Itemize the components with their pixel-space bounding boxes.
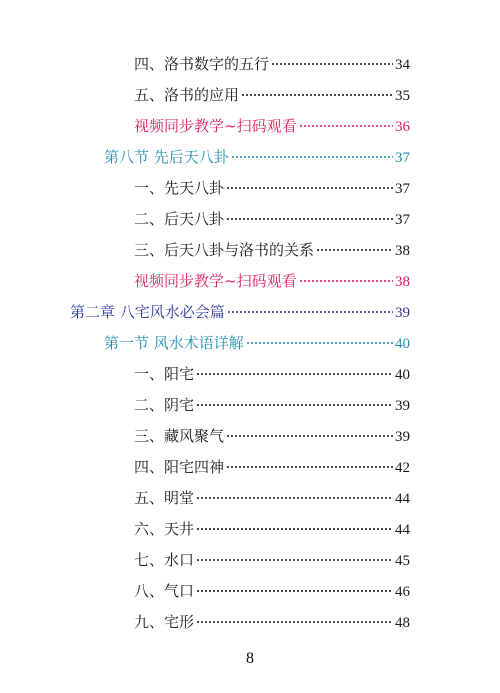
- dot-leader: [196, 589, 393, 593]
- toc-section: [104, 333, 410, 354]
- toc-entry-label: 第一节 风水术语详解: [104, 334, 244, 352]
- toc-entry-label: 八、气口: [134, 582, 195, 600]
- dot-leader: [316, 248, 393, 252]
- toc-entry: [134, 178, 410, 199]
- dot-leader: [196, 496, 393, 500]
- toc-entry-label: 七、水口: [134, 551, 195, 569]
- toc-entry-label: 视频同步教学~扫码观看: [134, 117, 297, 135]
- toc-entry-label: 六、天井: [134, 520, 195, 538]
- dot-leader: [271, 62, 393, 66]
- toc-entry-label: 三、后天八卦与洛书的关系: [134, 241, 315, 259]
- toc-entry-page: 35: [395, 88, 410, 104]
- toc-entry-page: 48: [395, 615, 410, 631]
- toc-entry: [134, 364, 410, 385]
- toc-entry-label: 第八节 先后天八卦: [104, 148, 229, 166]
- toc-entry-page: 40: [395, 336, 410, 352]
- toc-entry-label: 二、后天八卦: [134, 210, 225, 228]
- toc-entry: [134, 550, 410, 571]
- toc-entry-page: 42: [395, 460, 410, 476]
- dot-leader: [246, 341, 393, 345]
- toc-entry-label: 二、阴宅: [134, 396, 195, 414]
- toc-entry-page: 39: [395, 305, 410, 321]
- dot-leader: [227, 310, 393, 314]
- dot-leader: [231, 155, 393, 159]
- toc-entry: [134, 54, 410, 75]
- dot-leader: [241, 93, 393, 97]
- dot-leader: [299, 279, 393, 283]
- toc-section: [104, 147, 410, 168]
- dot-leader: [226, 217, 393, 221]
- toc-entry-page: 40: [395, 367, 410, 383]
- dot-leader: [226, 465, 393, 469]
- toc-entry-label: 四、阳宅四神: [134, 458, 225, 476]
- toc-entry-page: 37: [395, 181, 410, 197]
- toc-entry-label: 五、洛书的应用: [134, 86, 240, 104]
- toc-entry: [134, 240, 410, 261]
- toc-entry-label: 一、先天八卦: [134, 179, 225, 197]
- toc-entry-page: 36: [395, 119, 410, 135]
- toc-entry-page: 34: [395, 57, 410, 73]
- toc-entry-page: 38: [395, 243, 410, 259]
- toc-entry-page: 44: [395, 491, 410, 507]
- toc-entry: [134, 85, 410, 106]
- dot-leader: [299, 124, 393, 128]
- toc-entry-label: 九、宅形: [134, 613, 195, 631]
- dot-leader: [196, 620, 393, 624]
- toc-entry-label: 四、洛书数字的五行: [134, 55, 270, 73]
- dot-leader: [196, 403, 393, 407]
- toc-entry-label: 五、明堂: [134, 489, 195, 507]
- toc-entry-page: 44: [395, 522, 410, 538]
- dot-leader: [196, 527, 393, 531]
- toc-entry: [134, 209, 410, 230]
- toc-entry: [134, 519, 410, 540]
- toc-video-link[interactable]: [134, 271, 410, 292]
- dot-leader: [226, 434, 393, 438]
- toc-entry-page: 39: [395, 398, 410, 414]
- toc-entry-page: 46: [395, 584, 410, 600]
- page-number: 8: [246, 650, 254, 667]
- dot-leader: [196, 372, 393, 376]
- dot-leader: [226, 186, 393, 190]
- toc-entry-label: 第二章 八宅风水必会篇: [70, 303, 225, 321]
- dot-leader: [196, 558, 393, 562]
- toc-entry: [134, 488, 410, 509]
- toc-entry-label: 视频同步教学~扫码观看: [134, 272, 297, 290]
- toc-entry: [134, 612, 410, 633]
- toc-chapter: [70, 302, 410, 323]
- toc-entry-page: 37: [395, 212, 410, 228]
- toc-video-link[interactable]: [134, 116, 410, 137]
- toc-entry: [134, 457, 410, 478]
- toc-entry: [134, 581, 410, 602]
- toc-entry: [134, 426, 410, 447]
- toc-entry-page: 45: [395, 553, 410, 569]
- toc-entry-page: 38: [395, 274, 410, 290]
- toc-entry: [134, 395, 410, 416]
- toc-entry-label: 一、阳宅: [134, 365, 195, 383]
- toc-entry-page: 37: [395, 150, 410, 166]
- toc-entry-page: 39: [395, 429, 410, 445]
- toc-entry-label: 三、藏风聚气: [134, 427, 225, 445]
